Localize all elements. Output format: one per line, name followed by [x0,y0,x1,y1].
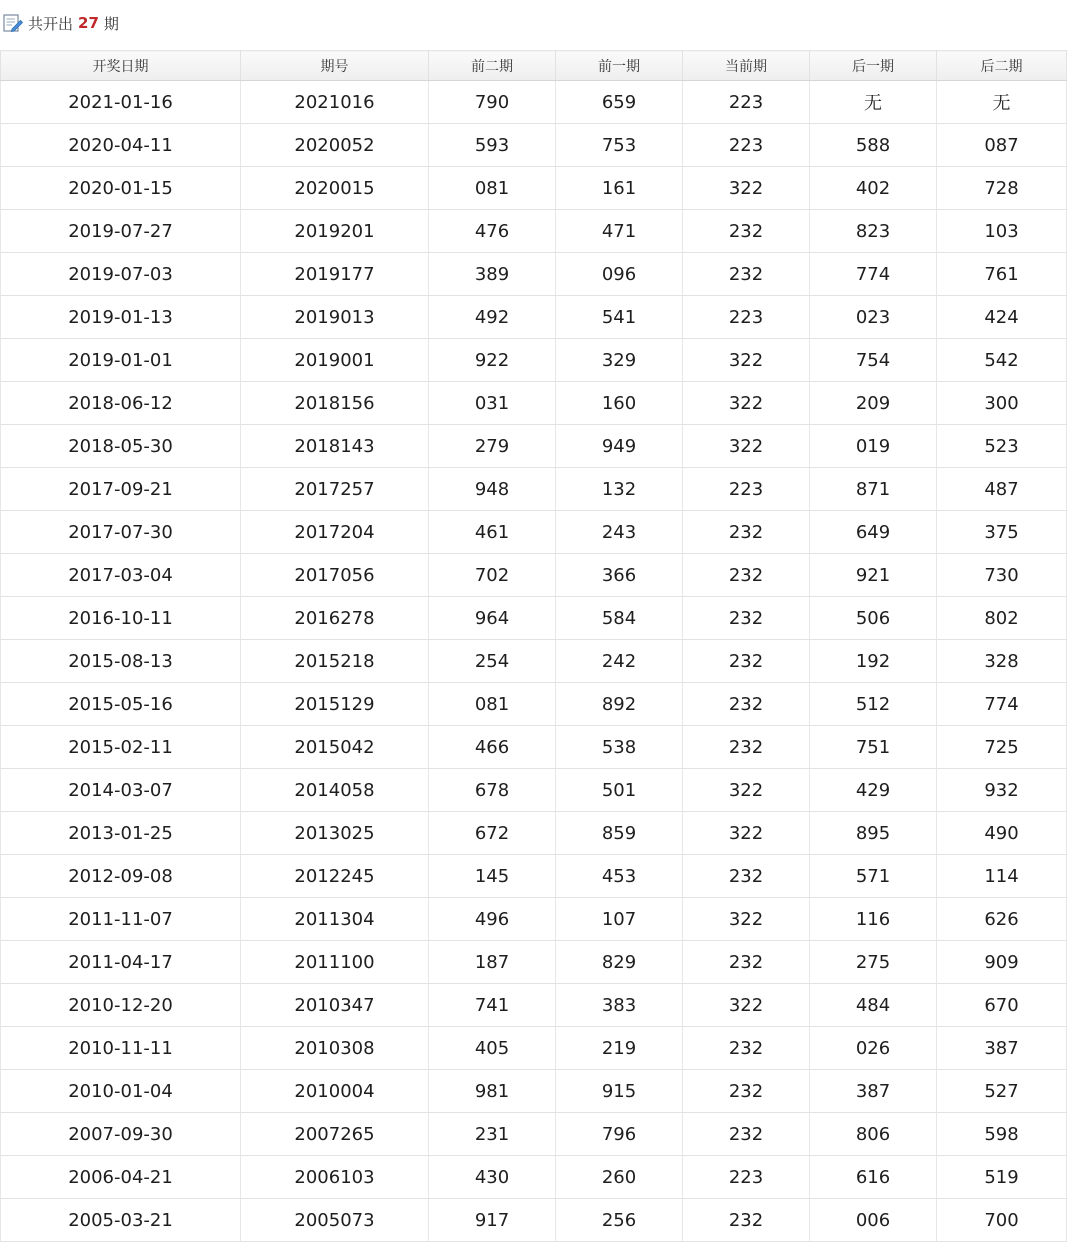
two-after-cell: 728 [937,167,1067,210]
current-cell: 322 [683,812,810,855]
issue-number-cell: 2011100 [241,941,429,984]
one-before-cell: 753 [556,124,683,167]
one-after-cell: 506 [810,597,937,640]
draw-date-cell: 2019-01-13 [1,296,241,339]
one-before-cell: 243 [556,511,683,554]
one-after-cell: 774 [810,253,937,296]
two-after-cell: 523 [937,425,1067,468]
one-after-cell: 209 [810,382,937,425]
two-before-cell: 492 [429,296,556,339]
issue-number-cell: 2020015 [241,167,429,210]
issue-number-cell: 2017056 [241,554,429,597]
one-after-cell: 484 [810,984,937,1027]
issue-number-cell: 2017257 [241,468,429,511]
two-before-cell: 145 [429,855,556,898]
issue-number-cell: 2012245 [241,855,429,898]
summary-prefix: 共开出 [28,14,74,33]
two-before-cell: 187 [429,941,556,984]
header-one-before[interactable]: 前一期 [556,51,683,81]
draw-date-cell: 2019-07-03 [1,253,241,296]
table-row[interactable] [1,769,1067,812]
one-after-cell: 023 [810,296,937,339]
issue-number-cell: 2015042 [241,726,429,769]
two-after-cell: 542 [937,339,1067,382]
current-cell: 223 [683,124,810,167]
issue-number-cell: 2019177 [241,253,429,296]
current-cell: 232 [683,1027,810,1070]
issue-number-cell: 2006103 [241,1156,429,1199]
two-before-cell: 405 [429,1027,556,1070]
issue-number-cell: 2013025 [241,812,429,855]
current-cell: 232 [683,683,810,726]
table-row[interactable] [1,210,1067,253]
two-after-cell: 103 [937,210,1067,253]
current-cell: 322 [683,382,810,425]
issue-number-cell: 2007265 [241,1113,429,1156]
current-cell: 223 [683,296,810,339]
two-after-cell: 487 [937,468,1067,511]
one-after-cell: 871 [810,468,937,511]
edit-note-icon [2,12,24,34]
two-after-cell: 087 [937,124,1067,167]
two-before-cell: 496 [429,898,556,941]
one-before-cell: 096 [556,253,683,296]
one-after-cell: 616 [810,1156,937,1199]
current-cell: 322 [683,425,810,468]
issue-number-cell: 2019201 [241,210,429,253]
two-after-cell: 909 [937,941,1067,984]
two-before-cell: 031 [429,382,556,425]
issue-number-cell: 2019013 [241,296,429,339]
issue-number-cell: 2020052 [241,124,429,167]
one-before-cell: 132 [556,468,683,511]
draw-date-cell: 2016-10-11 [1,597,241,640]
results-table [0,50,1067,1242]
two-before-cell: 231 [429,1113,556,1156]
one-before-cell: 584 [556,597,683,640]
two-after-cell: 725 [937,726,1067,769]
one-after-cell: 429 [810,769,937,812]
two-after-cell: 527 [937,1070,1067,1113]
header-current[interactable]: 当前期 [683,51,810,81]
one-after-cell: 588 [810,124,937,167]
one-after-cell: 116 [810,898,937,941]
draw-date-cell: 2020-01-15 [1,167,241,210]
two-before-cell: 081 [429,167,556,210]
two-before-cell: 430 [429,1156,556,1199]
draw-date-cell: 2011-11-07 [1,898,241,941]
two-after-cell: 无 [937,81,1067,124]
table-row[interactable] [1,253,1067,296]
draw-date-cell: 2015-02-11 [1,726,241,769]
one-after-cell: 823 [810,210,937,253]
one-before-cell: 659 [556,81,683,124]
current-cell: 232 [683,640,810,683]
two-before-cell: 981 [429,1070,556,1113]
one-after-cell: 192 [810,640,937,683]
two-after-cell: 670 [937,984,1067,1027]
summary-count: 27 [78,14,99,32]
current-cell: 232 [683,1070,810,1113]
current-cell: 232 [683,210,810,253]
draw-date-cell: 2021-01-16 [1,81,241,124]
two-before-cell: 678 [429,769,556,812]
current-cell: 223 [683,1156,810,1199]
table-row[interactable] [1,1156,1067,1199]
table-row[interactable] [1,296,1067,339]
one-before-cell: 242 [556,640,683,683]
table-row[interactable] [1,1070,1067,1113]
one-after-cell: 019 [810,425,937,468]
two-after-cell: 300 [937,382,1067,425]
draw-date-cell: 2006-04-21 [1,1156,241,1199]
two-after-cell: 932 [937,769,1067,812]
one-after-cell: 921 [810,554,937,597]
issue-number-cell: 2016278 [241,597,429,640]
one-after-cell: 006 [810,1199,937,1242]
current-cell: 223 [683,468,810,511]
issue-number-cell: 2010004 [241,1070,429,1113]
one-before-cell: 260 [556,1156,683,1199]
table-header-row [1,51,1067,81]
draw-date-cell: 2018-05-30 [1,425,241,468]
draw-date-cell: 2015-05-16 [1,683,241,726]
one-after-cell: 895 [810,812,937,855]
one-after-cell: 649 [810,511,937,554]
current-cell: 322 [683,898,810,941]
current-cell: 232 [683,554,810,597]
two-before-cell: 964 [429,597,556,640]
two-before-cell: 922 [429,339,556,382]
one-before-cell: 471 [556,210,683,253]
draw-date-cell: 2012-09-08 [1,855,241,898]
current-cell: 232 [683,597,810,640]
two-after-cell: 598 [937,1113,1067,1156]
draw-date-cell: 2017-09-21 [1,468,241,511]
one-before-cell: 796 [556,1113,683,1156]
issue-number-cell: 2018143 [241,425,429,468]
one-after-cell: 402 [810,167,937,210]
current-cell: 322 [683,167,810,210]
current-cell: 322 [683,769,810,812]
table-row[interactable] [1,339,1067,382]
one-before-cell: 538 [556,726,683,769]
two-before-cell: 917 [429,1199,556,1242]
draw-date-cell: 2015-08-13 [1,640,241,683]
header-one-after[interactable]: 后一期 [810,51,937,81]
table-row[interactable] [1,124,1067,167]
one-before-cell: 366 [556,554,683,597]
current-cell: 223 [683,81,810,124]
issue-number-cell: 2010308 [241,1027,429,1070]
table-row[interactable] [1,425,1067,468]
table-row[interactable] [1,468,1067,511]
table-row[interactable] [1,640,1067,683]
two-before-cell: 254 [429,640,556,683]
table-row[interactable] [1,812,1067,855]
table-row[interactable] [1,382,1067,425]
draw-date-cell: 2019-07-27 [1,210,241,253]
draw-date-cell: 2019-01-01 [1,339,241,382]
two-after-cell: 761 [937,253,1067,296]
table-row[interactable] [1,898,1067,941]
current-cell: 232 [683,1199,810,1242]
header-two-after[interactable]: 后二期 [937,51,1067,81]
one-after-cell: 754 [810,339,937,382]
two-before-cell: 948 [429,468,556,511]
header-issue-number[interactable]: 期号 [241,51,429,81]
table-row[interactable] [1,683,1067,726]
one-after-cell: 无 [810,81,937,124]
draw-date-cell: 2011-04-17 [1,941,241,984]
draw-date-cell: 2010-01-04 [1,1070,241,1113]
table-row[interactable] [1,554,1067,597]
header-two-before[interactable]: 前二期 [429,51,556,81]
two-before-cell: 279 [429,425,556,468]
one-before-cell: 453 [556,855,683,898]
table-row[interactable] [1,855,1067,898]
one-after-cell: 806 [810,1113,937,1156]
draw-date-cell: 2014-03-07 [1,769,241,812]
two-after-cell: 626 [937,898,1067,941]
one-before-cell: 256 [556,1199,683,1242]
table-row[interactable] [1,511,1067,554]
two-after-cell: 519 [937,1156,1067,1199]
two-before-cell: 741 [429,984,556,1027]
two-before-cell: 476 [429,210,556,253]
two-after-cell: 802 [937,597,1067,640]
table-row[interactable] [1,941,1067,984]
two-before-cell: 702 [429,554,556,597]
two-before-cell: 466 [429,726,556,769]
two-before-cell: 593 [429,124,556,167]
current-cell: 232 [683,511,810,554]
one-before-cell: 915 [556,1070,683,1113]
two-after-cell: 114 [937,855,1067,898]
current-cell: 322 [683,984,810,1027]
one-before-cell: 329 [556,339,683,382]
table-row[interactable] [1,984,1067,1027]
one-before-cell: 161 [556,167,683,210]
header-draw-date[interactable]: 开奖日期 [1,51,241,81]
issue-number-cell: 2015129 [241,683,429,726]
one-before-cell: 829 [556,941,683,984]
two-after-cell: 328 [937,640,1067,683]
table-body [1,81,1067,1242]
two-before-cell: 461 [429,511,556,554]
two-before-cell: 790 [429,81,556,124]
two-before-cell: 389 [429,253,556,296]
issue-number-cell: 2019001 [241,339,429,382]
two-after-cell: 375 [937,511,1067,554]
table-row[interactable] [1,1113,1067,1156]
two-after-cell: 700 [937,1199,1067,1242]
two-after-cell: 730 [937,554,1067,597]
issue-number-cell: 2011304 [241,898,429,941]
one-after-cell: 571 [810,855,937,898]
issue-number-cell: 2014058 [241,769,429,812]
one-after-cell: 387 [810,1070,937,1113]
one-before-cell: 219 [556,1027,683,1070]
one-before-cell: 383 [556,984,683,1027]
draw-date-cell: 2010-12-20 [1,984,241,1027]
one-after-cell: 512 [810,683,937,726]
draw-date-cell: 2007-09-30 [1,1113,241,1156]
one-before-cell: 859 [556,812,683,855]
current-cell: 232 [683,855,810,898]
current-cell: 232 [683,941,810,984]
draw-date-cell: 2020-04-11 [1,124,241,167]
two-after-cell: 387 [937,1027,1067,1070]
one-before-cell: 107 [556,898,683,941]
draw-date-cell: 2010-11-11 [1,1027,241,1070]
table-row[interactable] [1,597,1067,640]
issue-number-cell: 2015218 [241,640,429,683]
current-cell: 232 [683,1113,810,1156]
current-cell: 232 [683,726,810,769]
results-table-container[interactable] [0,50,1071,1246]
table-row[interactable] [1,726,1067,769]
one-after-cell: 751 [810,726,937,769]
issue-number-cell: 2005073 [241,1199,429,1242]
draw-date-cell: 2017-03-04 [1,554,241,597]
current-cell: 322 [683,339,810,382]
current-cell: 232 [683,253,810,296]
one-before-cell: 541 [556,296,683,339]
table-row[interactable] [1,1199,1067,1242]
draw-date-cell: 2005-03-21 [1,1199,241,1242]
two-after-cell: 490 [937,812,1067,855]
two-before-cell: 672 [429,812,556,855]
table-row[interactable] [1,1027,1067,1070]
draw-date-cell: 2017-07-30 [1,511,241,554]
two-after-cell: 424 [937,296,1067,339]
draw-date-cell: 2013-01-25 [1,812,241,855]
two-after-cell: 774 [937,683,1067,726]
draw-date-cell: 2018-06-12 [1,382,241,425]
one-before-cell: 501 [556,769,683,812]
issue-number-cell: 2021016 [241,81,429,124]
one-after-cell: 026 [810,1027,937,1070]
table-row[interactable] [1,167,1067,210]
two-before-cell: 081 [429,683,556,726]
results-summary [0,0,1071,46]
one-before-cell: 160 [556,382,683,425]
one-after-cell: 275 [810,941,937,984]
issue-number-cell: 2018156 [241,382,429,425]
issue-number-cell: 2010347 [241,984,429,1027]
one-before-cell: 949 [556,425,683,468]
issue-number-cell: 2017204 [241,511,429,554]
table-row[interactable] [1,81,1067,124]
one-before-cell: 892 [556,683,683,726]
summary-suffix: 期 [103,14,119,33]
